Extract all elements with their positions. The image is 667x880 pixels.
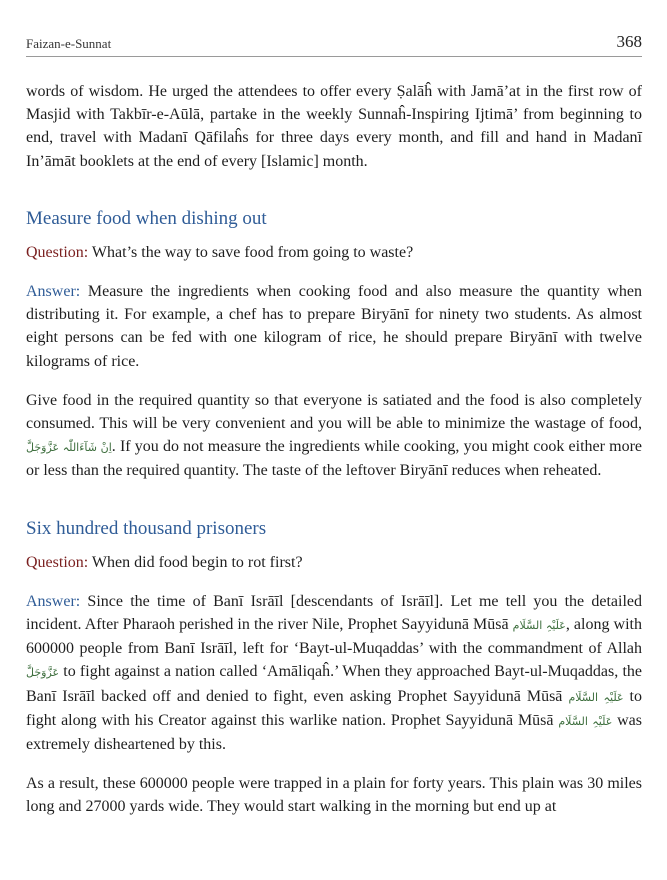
answer-text-1: Since the time of Banī Isrāīl [descendants of Isrāīl]. Let me tell you the detailed incident. After Pharaoh perished in the river Nile, Prophet Sayyidunā Mūsā [26, 592, 642, 634]
closing-paragraph: As a result, these 600000 people were trapped in a plain for forty years. This plain was 30 miles long and 27000 yards wide. They would start walking in the morning but end up at [26, 775, 642, 816]
answer-text-3: to fight against a nation called ‘Amāliqaĥ.’ When they approached Bayt-ul-Muqaddas, the Banī Isrāīl backed off and denied to fight, even asking Prophet Sayyidunā Mūsā [26, 663, 642, 705]
answer-label: Answer: [26, 283, 81, 301]
answer-text-5: was extremely disheartened by this. [26, 711, 643, 754]
answer-paragraph [26, 590, 642, 756]
running-header [26, 30, 642, 57]
body-text-b: . If you do not measure the ingredients while cooking, you might cook either more or less than the required quantity. The taste of the leftover Biryānī reduces when reheated. [26, 438, 642, 480]
book-title: Faizan-e-Sunnat [26, 36, 112, 51]
body-text-a: Give food in the required quantity so that everyone is satiated and the food is also completely consumed. This will be very convenient and you will be able to minimize the wastage of food, [26, 391, 642, 433]
answer-text: Measure the ingredients when cooking food and also measure the quantity when distributing it. For example, a chef has to prepare Biryānī for ninety two students. As almost eight persons can be fed with one kilogram of rice, he should prepare Biryānī with twelve kilograms of rice. [26, 283, 642, 370]
answer-text-4: to fight along with his Creator against this warlike nation. Prophet Sayyidunā Mūsā [26, 687, 643, 729]
arabic-salam: عَلَیْہِ السَّلَام [512, 619, 566, 633]
page-number: 368 [616, 32, 642, 51]
question-text: When did food begin to rot first? [88, 553, 303, 571]
question-label: Question: [26, 553, 89, 571]
body-paragraph [26, 389, 642, 483]
question-label: Question: [26, 243, 89, 261]
question-text: What’s the way to save food from going to waste? [88, 243, 414, 261]
question-paragraph [26, 241, 642, 264]
intro-paragraph: words of wisdom. He urged the attendees to offer every Ṣalāĥ with Jamā’at in the first row of Masjid with Takbīr-e-Aūlā, partake in the weekly Sunnaĥ-Inspiring Ijtimā’ from beginning to end, travel with Madanī Qāfilaĥs for three days every month, and fill and hand in Madanī In’āmāt booklets at the end of every [Islamic] month. [26, 83, 642, 170]
body-text [26, 80, 642, 819]
arabic-salam: عَلَیْہِ السَّلَام [558, 714, 613, 728]
answer-text-2: , along with 600000 people from Banī Isrāīl, left for ‘Bayt-ul-Muqaddas’ with the commandment of Allah [26, 616, 643, 658]
question-paragraph [26, 551, 642, 574]
answer-label: Answer: [26, 592, 81, 610]
section-heading-measure-food: Measure food when dishing out [26, 207, 267, 229]
arabic-insha-allah: اِنْ شَآءَاللّٰہ عَزَّوَجَلَّ [26, 441, 112, 455]
section-heading-prisoners: Six hundred thousand prisoners [26, 517, 267, 539]
arabic-salam: عَلَیْہِ السَّلَام [568, 690, 624, 704]
arabic-azza-wa-jal: عَزَّوَجَلَّ [26, 666, 60, 680]
answer-paragraph [26, 280, 642, 373]
